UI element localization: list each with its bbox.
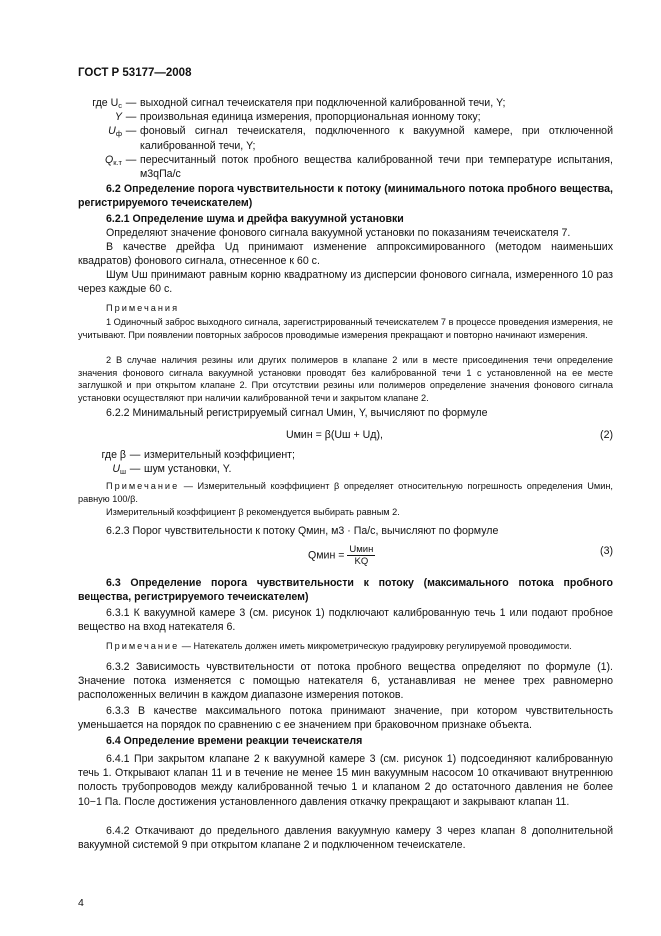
note-text: — Измерительный коэффициент β определяет относительную погрешность определения Uмин, равную 100/β. bbox=[78, 481, 613, 504]
paragraph-6-2-3: 6.2.3 Порог чувствительности к потоку Qмин, м3 · Па/с, вычисляют по формуле bbox=[106, 525, 499, 537]
definition-text: произвольная единица измерения, пропорциональная ионному току; bbox=[140, 111, 481, 124]
note-text: — Натекатель должен иметь микрометрическую градуировку регулируемой проводимости. bbox=[181, 641, 572, 651]
definition-item bbox=[78, 153, 613, 181]
section-6-2-1-title: 6.2.1 Определение шума и дрейфа вакуумной установки bbox=[106, 213, 404, 225]
definition-key-sub: ш bbox=[119, 467, 126, 477]
paragraph-6-3-3: 6.3.3 В качестве максимального потока принимают значение, при котором чувствительность уменьшается на порядок по сравнению с ее значением при браковочном признаке объекта. bbox=[78, 705, 613, 732]
note-2: 2 В случае наличия резины или других полимеров в клапане 2 или в месте присоединения течи определение значения фонового сигнала вакуумной установки проводят без калиброванной течи 1 с установленной на ее месте заглушкой и при открытом клапане 2. При отсутствии резины или полимеров определение значения фонового сигнала установки осуществляют при наличии калиброванной течи и закрытом клапане 2. bbox=[78, 355, 613, 403]
formula-3-expression bbox=[308, 544, 375, 567]
definition-dash: — bbox=[125, 97, 137, 109]
paragraph: Шум Uш принимают равным корню квадратному из дисперсии фонового сигнала, измеренного 10 раз через каждые 60 с. bbox=[78, 269, 613, 296]
section-6-4-title: 6.4 Определение времени реакции течеискателя bbox=[106, 735, 363, 747]
definition-key-sub: к.т bbox=[113, 157, 122, 167]
notes-label: Примечания bbox=[106, 303, 180, 313]
document-page bbox=[78, 0, 613, 936]
definition-dash: — bbox=[129, 463, 141, 476]
definition-dash: — bbox=[125, 111, 137, 124]
definition-key: Y bbox=[114, 111, 122, 124]
definition-key: Q bbox=[104, 153, 114, 166]
definition-key-sub: c bbox=[118, 101, 122, 110]
definition-key: U bbox=[108, 125, 116, 138]
definition-text: фоновый сигнал течеискателя, подключенного к вакуумной камере, при отключенной калиброванной течи, Y; bbox=[140, 125, 613, 152]
definitions-list-2 bbox=[78, 448, 613, 476]
fraction-numerator: Uмин bbox=[349, 544, 374, 555]
definition-item bbox=[78, 96, 613, 110]
note-1: 1 Одиночный заброс выходного сигнала, зарегистрированный течеискателем 7 в процессе проведения измерения, не учитывают. При появлении повторных забросов проводимые измерения прекращают и повторно начинают измерения. bbox=[78, 317, 613, 340]
formula-2-expression: Uмин = β(Uш + Uд), bbox=[286, 429, 383, 441]
definition-key-sub: ф bbox=[115, 129, 122, 139]
note-4 bbox=[78, 640, 613, 653]
paragraph-6-4-2: 6.4.2 Откачивают до предельного давления вакуумную камеру 3 через клапан 8 дополнительной вакуумной системой 9 при открытом клапане 2 и подключенном течеискателе. bbox=[78, 825, 613, 852]
definition-key: где U bbox=[92, 97, 119, 109]
page-number: 4 bbox=[78, 897, 84, 909]
note-label: Примечание bbox=[106, 641, 180, 651]
formula-3-number: (3) bbox=[600, 545, 613, 557]
paragraph: В качестве дрейфа Uд принимают изменение аппроксимированного (методом наименьших квадратов) фонового сигнала, отнесенное к 60 с. bbox=[78, 241, 613, 268]
paragraph-6-2-2: 6.2.2 Минимальный регистрируемый сигнал Uмин, Y, вычисляют по формуле bbox=[106, 407, 488, 419]
section-6-3-title: 6.3 Определение порога чувствительности к потоку (максимального потока пробного вещества, регистрируемого течеискателем) bbox=[78, 577, 613, 604]
fraction-denominator: KQ bbox=[354, 556, 369, 567]
definition-dash: — bbox=[129, 449, 141, 461]
definition-text: измерительный коэффициент; bbox=[144, 449, 295, 461]
paragraph-6-3-1: 6.3.1 К вакуумной камере 3 (см. рисунок 1) подключают калиброванную течь 1 или подают пробное вещество на вход натекателя 6. bbox=[78, 607, 613, 634]
document-header: ГОСТ Р 53177—2008 bbox=[78, 67, 192, 79]
formula-2-number: (2) bbox=[600, 429, 613, 441]
note-label: Примечание bbox=[106, 481, 180, 491]
definition-item bbox=[78, 448, 613, 462]
definition-item bbox=[78, 124, 613, 152]
note-3 bbox=[78, 480, 613, 505]
definition-item bbox=[78, 462, 613, 476]
definition-text: шум установки, Y. bbox=[144, 463, 232, 476]
definition-item bbox=[78, 110, 613, 124]
paragraph: Определяют значение фонового сигнала вакуумной установки по показаниям течеискателя 7. bbox=[106, 227, 571, 239]
paragraph-6-4-1: 6.4.1 При закрытом клапане 2 к вакуумной камере 3 (см. рисунок 1) подсоединяют калиброванную течь 1. Открывают клапан 11 и в течение не менее 15 мин вакуумным насосом 10 откачивают внутреннюю полость трубопроводов между калиброванной течью 1 и клапаном 2 до остаточного давления не более 10−1 Па. После достижения установленного давления откачку прекращают и закрывают клапан 11. bbox=[78, 753, 613, 808]
definitions-list bbox=[78, 96, 613, 181]
definition-key: где β bbox=[101, 449, 126, 461]
fraction bbox=[347, 544, 375, 567]
formula-3-lhs: Qмин = bbox=[308, 549, 345, 562]
paragraph-6-3-2: 6.3.2 Зависимость чувствительности от потока пробного вещества определяют по формуле (1). Значение потока изменяется с помощью натекателя 6, устанавливая не менее трех равномерно расположенных величин в каждом диапазоне измерения потоков. bbox=[78, 661, 613, 702]
definition-key: U bbox=[112, 463, 120, 476]
note-3b: Измерительный коэффициент β рекомендуется выбирать равным 2. bbox=[106, 507, 400, 517]
definition-dash: — bbox=[125, 125, 137, 138]
definition-text: пересчитанный поток пробного вещества калиброванной течи при температуре испытания, м3qПа/с bbox=[140, 153, 613, 181]
definition-dash: — bbox=[125, 153, 137, 166]
section-6-2-title: 6.2 Определение порога чувствительности к потоку (минимального потока пробного вещества, регистрируемого течеискателем) bbox=[78, 183, 613, 210]
definition-text: выходной сигнал течеискателя при подключенной калиброванной течи, Y; bbox=[140, 97, 506, 109]
